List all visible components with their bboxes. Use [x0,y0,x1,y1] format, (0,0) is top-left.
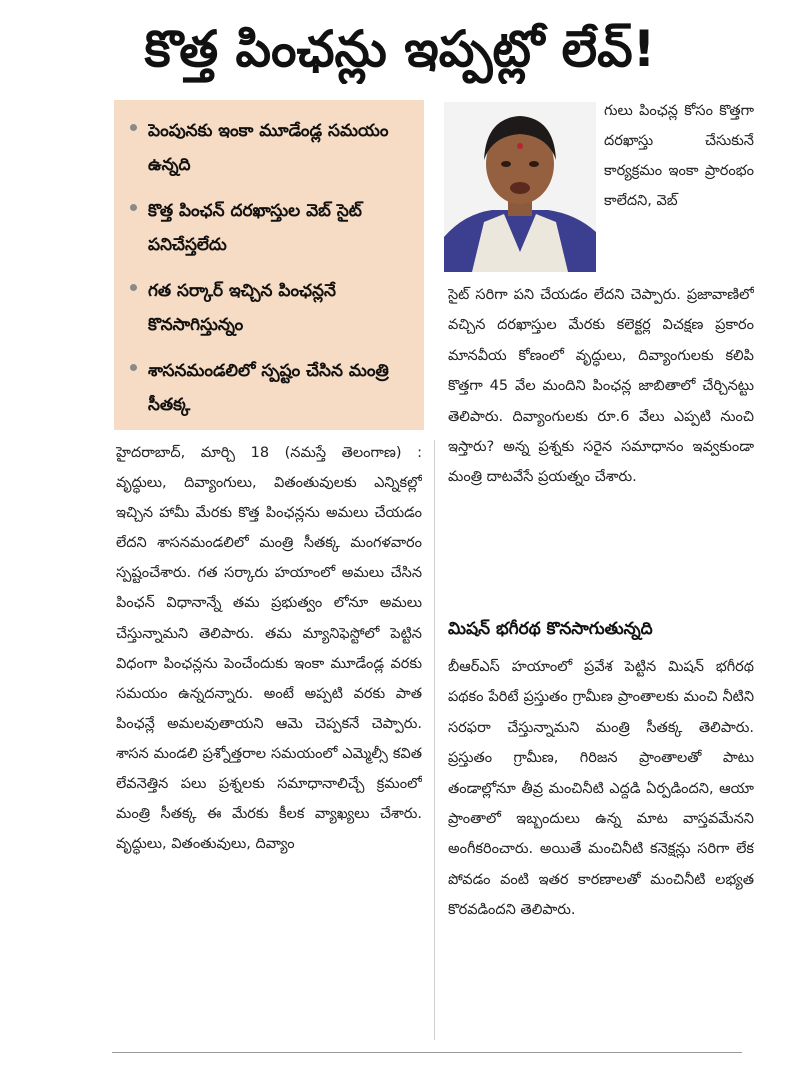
highlight-item [128,274,414,342]
article-column-right: సైట్ సరిగా పని చేయడం లేదని చెప్పారు. ప్రజావాణిలో వచ్చిన దరఖాస్తుల మేరకు కలెక్టర్ల విచక్షణ ప్రకారం మానవీయ కోణంలో వృద్ధులు, దివ్యాంగులకు కలిపి కొత్తగా 45 వేల మందిని పింఛన్ల జాబితాలో చేర్చినట్టు తెలిపారు. దివ్యాంగులకు రూ.6 వేలు ఎప్పటి నుంచి ఇస్తారు? అన్న ప్రశ్నకు సరైన సమాధానం ఇవ్వకుండా మంత్రి దాటవేసే ప్రయత్నం చేశారు. [448,287,754,486]
bullet-icon [130,204,137,211]
article-column-left: హైదరాబాద్, మార్చి 18 (నమస్తే తెలంగాణ) : వృద్ధులు, దివ్యాంగులు, వితంతువులకు ఎన్నికల్లో ఇచ్చిన హామీ మేరకు కొత్త పింఛన్లను అమలు చేయడం లేదని శాసనమండలిలో మంత్రి సీతక్క మంగళవారం స్పష్టంచేశారు. గత సర్కారు హయాంలో అమలు చేసిన పింఛన్ విధానాన్నే తమ ప్రభుత్వం లోనూ అమలు చేస్తున్నామని తెలిపారు. తమ మ్యానిఫెస్టోలో పెట్టిన విధంగా పింఛన్లను పెంచేందుకు ఇంకా మూడేండ్ల వరకు సమయం ఉన్నదన్నారు. అంటే అప్పటి వరకు పాత పింఛన్లే అమలవుతాయని ఆమె చెప్పకనే చెప్పారు. శాసన మండలి ప్రశ్నోత్తరాల సమయంలో ఎమ్మెల్సీ కవిత లేవనెత్తిన పలు ప్రశ్నలకు సమాధానాలిచ్చే క్రమంలో మంత్రి సీతక్క ఈ మేరకు కీలక వ్యాఖ్యలు చేశారు. వృద్ధులు, వితంతువులు, దివ్యాం [116,445,422,853]
bullet-icon [130,284,137,291]
highlights-box [114,100,424,430]
highlight-text: శాసనమండలిలో స్పష్టం చేసిన మంత్రి సీతక్క [148,361,389,415]
highlight-item [128,194,414,262]
highlight-text: గత సర్కార్ ఇచ్చిన పింఛన్లనే కొనసాగిస్తున్నం [148,281,336,335]
portrait-illustration [444,102,596,272]
section-subheading: మిషన్ భగీరథ కొనసాగుతున్నది [448,619,653,639]
article-column-right-bottom: బీఆర్ఎస్ హయాంలో ప్రవేశ పెట్టిన మిషన్ భగీరథ పథకం పేరిటే ప్రస్తుతం గ్రామీణ ప్రాంతాలకు మంచి నీటిని సరఫరా చేస్తున్నామని మంత్రి సీతక్క తెలిపారు. ప్రస్తుతం గ్రామీణ, గిరిజన ప్రాంతాలతో పాటు తండాల్లోనూ తీవ్ర మంచినీటి ఎద్దడి ఏర్పడిందని, ఆయా ప్రాంతాలో ఇబ్బందులు ఉన్న మాట వాస్తవమేనని అంగీకరించారు. అయితే మంచినీటి కనెక్షన్లు సరిగా లేక పోవడం వంటి ఇతర కారణాలతో మంచినీటి లభ్యత కొరవడిందని తెలిపారు. [448,659,754,919]
bullet-icon [130,364,137,371]
column-divider [434,440,435,1040]
bottom-rule [112,1052,742,1053]
highlight-text: పెంపునకు ఇంకా మూడేండ్ల సమయం ఉన్నది [148,121,389,175]
highlight-text: కొత్త పింఛన్ దరఖాస్తుల వెబ్ సైట్ పనిచేస్తలేదు [148,201,362,255]
article-column-right-top: గులు పింఛన్ల కోసం కొత్తగా దరఖాస్తు చేసుకునే కార్యక్రమం ఇంకా ప్రారంభం కాలేదని, వెబ్ [604,103,754,209]
highlight-item [128,354,414,422]
bullet-icon [130,124,137,131]
highlight-item [128,114,414,182]
headline: కొత్త పింఛన్లు ఇప్పట్లో లేవ్! [144,20,656,78]
minister-photo [444,102,596,272]
